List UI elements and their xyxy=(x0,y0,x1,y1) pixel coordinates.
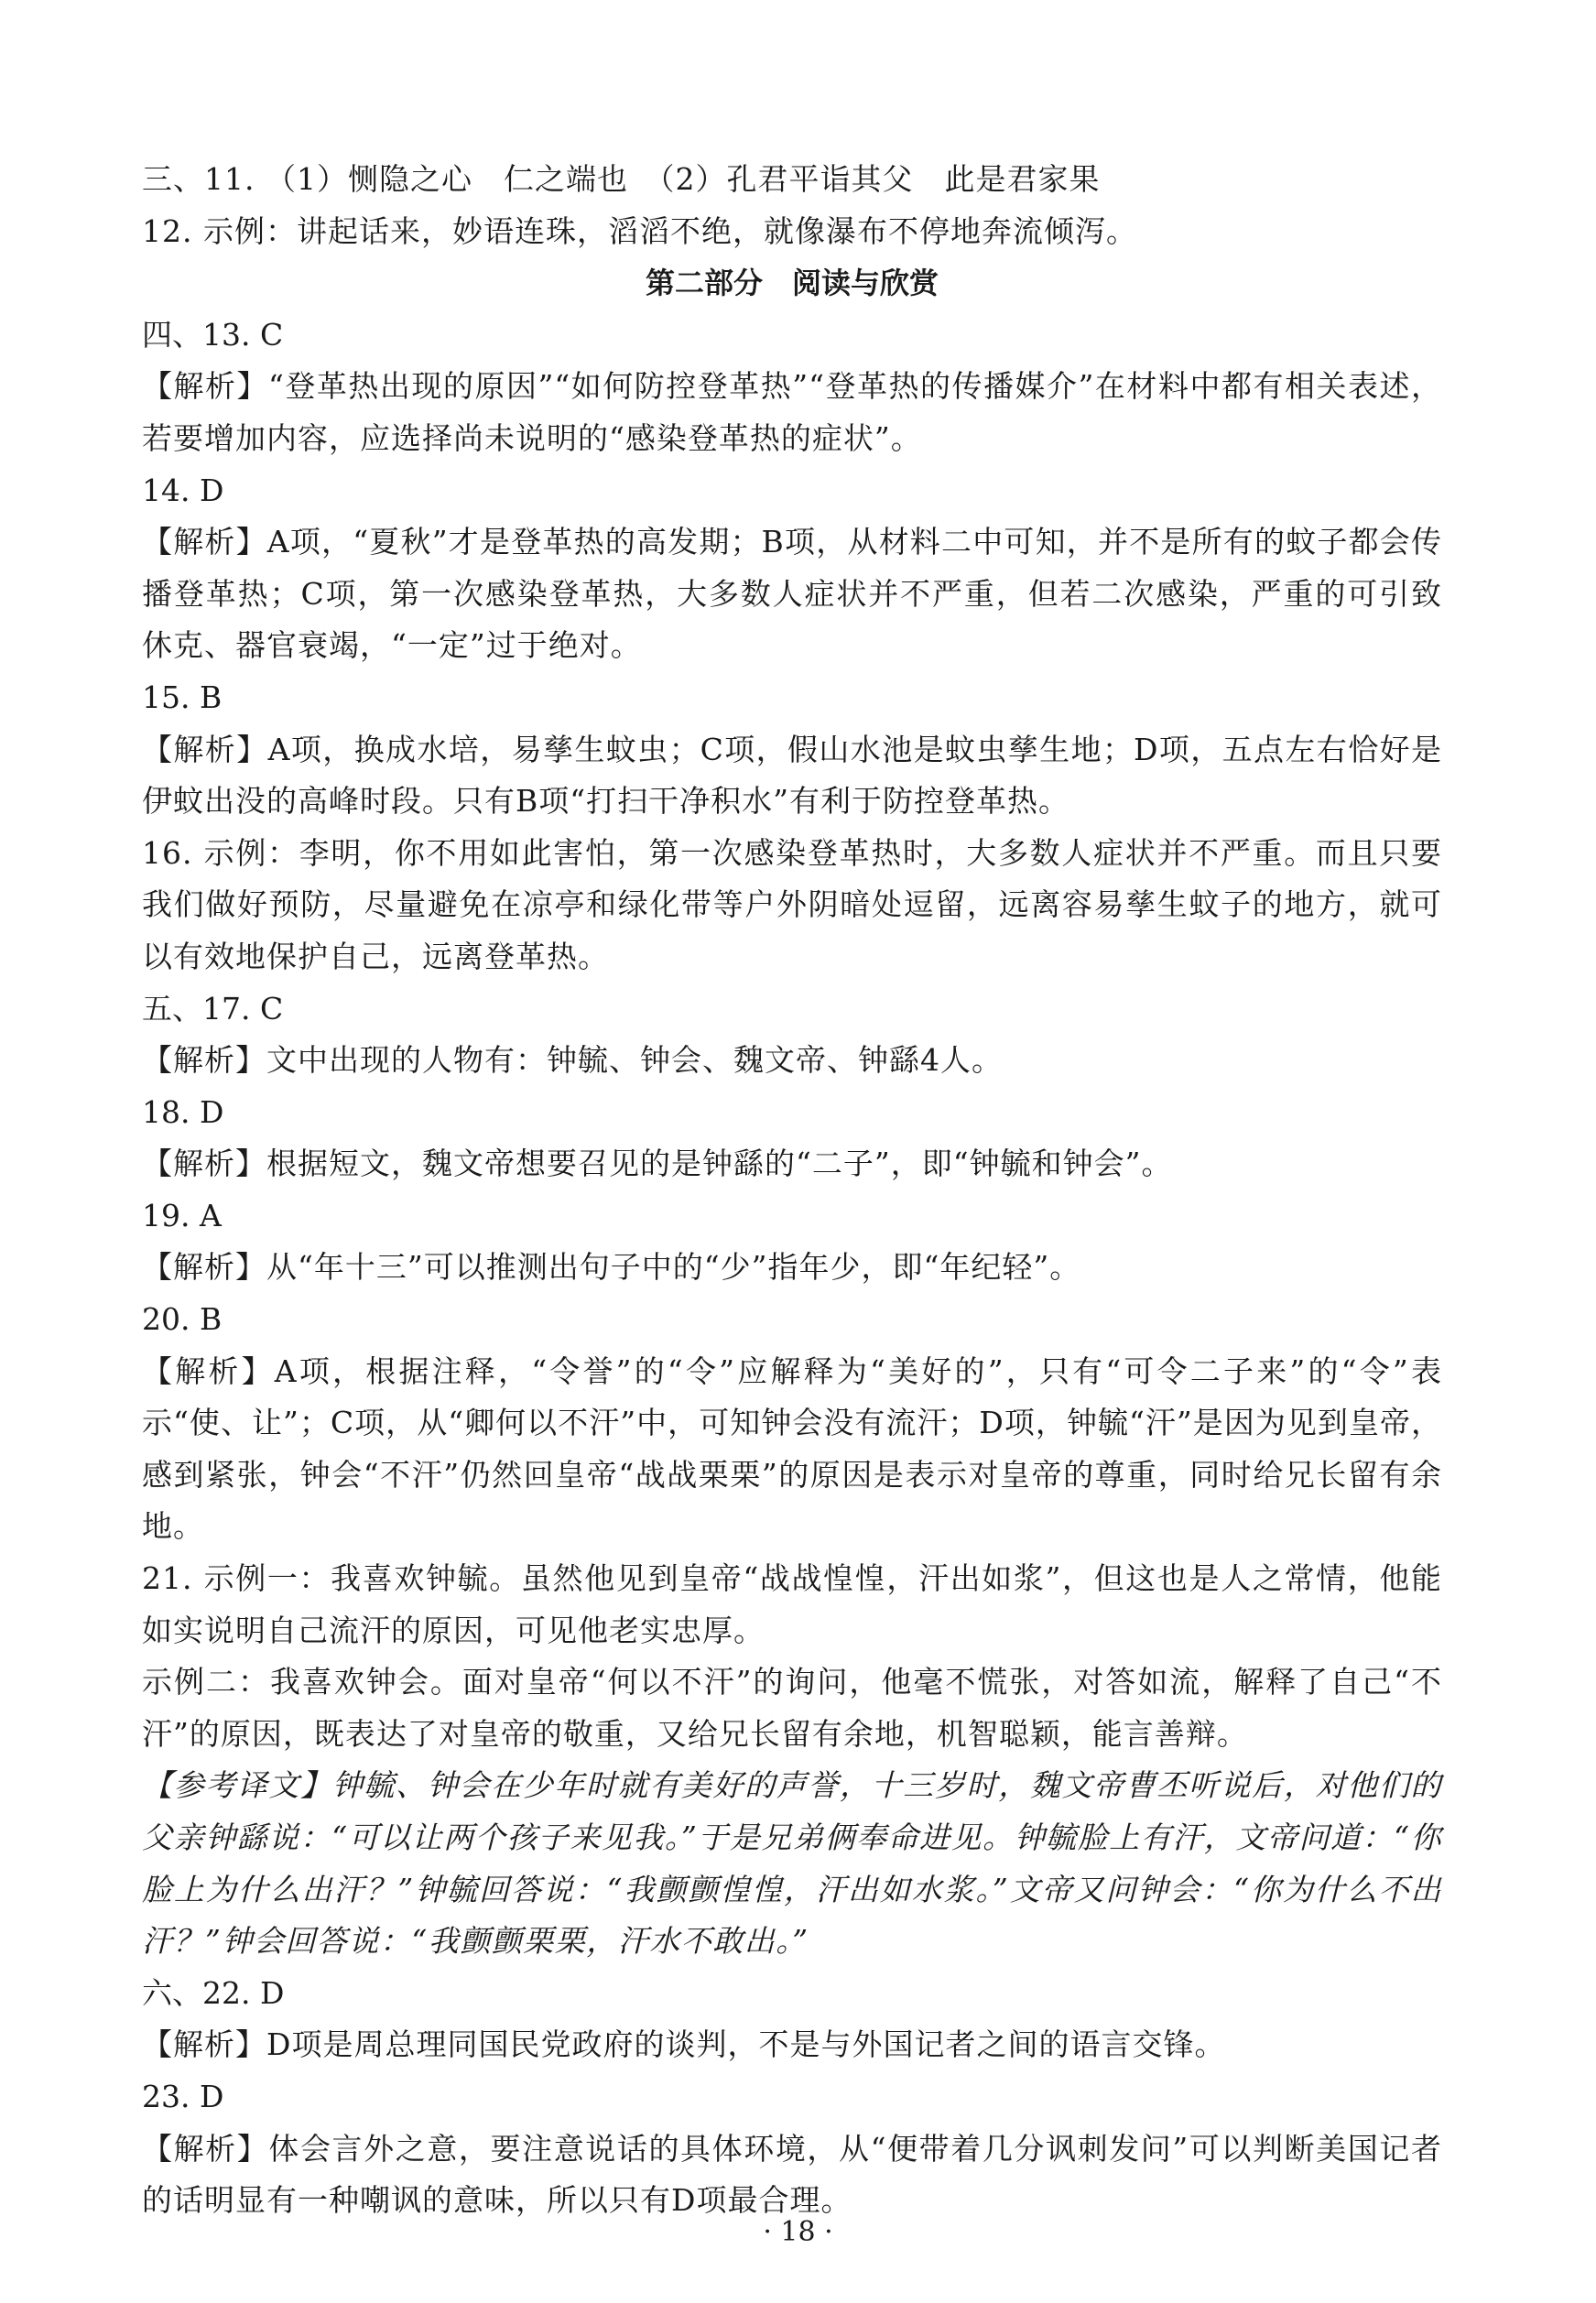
analysis-q23: 【解析】体会言外之意，要注意说话的具体环境，从“便带着几分讽刺发问”可以判断美国记者的话明显有一种嘲讽的意味，所以只有D项最合理。 xyxy=(142,2130,1442,2219)
page-number: · 18 · xyxy=(763,2216,833,2248)
answer-line-q13: 四、13. C xyxy=(142,316,284,353)
answer-line-q18: 18. D xyxy=(142,1093,224,1130)
answer-line-q23: 23. D xyxy=(142,2078,224,2114)
analysis-q13: 【解析】“登革热出现的原因”“如何防控登革热”“登革热的传播媒介”在材料中都有相关表述，若要增加内容，应选择尚未说明的“感染登革热的症状”。 xyxy=(142,368,1442,456)
analysis-q15: 【解析】A项，换成水培，易孳生蚊虫；C项，假山水池是蚊虫孳生地；D项，五点左右恰好是伊蚊出没的高峰时段。只有B项“打扫干净积水”有利于防控登革热。 xyxy=(142,731,1442,820)
answer-line-q17: 五、17. C xyxy=(142,990,284,1027)
answer-line-q12: 12. 示例：讲起话来，妙语连珠，滔滔不绝，就像瀑布不停地奔流倾泻。 xyxy=(142,212,1137,249)
answer-line-q20: 20. B xyxy=(142,1301,223,1338)
analysis-q17: 【解析】文中出现的人物有：钟毓、钟会、魏文帝、钟繇4人。 xyxy=(142,1042,1003,1079)
answer-line-q14: 14. D xyxy=(142,472,224,508)
answer-line-q16: 16. 示例：李明，你不用如此害怕，第一次感染登革热时，大多数人症状并不严重。而且只要我们做好预防，尽量避免在凉亭和绿化带等户外阴暗处逗留，远离容易孳生蚊子的地方，就可以有效地保护自己，远离登革热。 xyxy=(142,834,1442,974)
answer-line-q15: 15. B xyxy=(142,679,223,715)
analysis-q19: 【解析】从“年十三”可以推测出句子中的“少”指年少，即“年纪轻”。 xyxy=(142,1249,1081,1286)
answer-line-q22: 六、22. D xyxy=(142,1974,285,2011)
analysis-q20: 【解析】A项，根据注释，“令誉”的“令”应解释为“美好的”，只有“可令二子来”的“令”表示“使、让”；C项，从“卿何以不汗”中，可知钟会没有流汗；D项，钟毓“汗”是因为见到皇帝，感到紧张，钟会“不汗”仍然回皇帝“战战栗栗”的原因是表示对皇帝的尊重，同时给兄长留有余地。 xyxy=(142,1352,1442,1545)
analysis-q18: 【解析】根据短文，魏文帝想要召见的是钟繇的“二子”，即“钟毓和钟会”。 xyxy=(142,1146,1173,1182)
answer-content xyxy=(142,154,1442,2227)
answer-line-q21-example1: 21. 示例一：我喜欢钟毓。虽然他见到皇帝“战战惶惶，汗出如浆”，但这也是人之常情，他能如实说明自己流汗的原因，可见他老实忠厚。 xyxy=(142,1560,1442,1648)
reference-translation: 【参考译文】钟毓、钟会在少年时就有美好的声誉，十三岁时，魏文帝曹丕听说后，对他们的父亲钟繇说：“可以让两个孩子来见我。”于是兄弟俩奉命进见。钟毓脸上有汗，文帝问道：“你脸上为什么出汗？”钟毓回答说：“我颤颤惶惶，汗出如水浆。”文帝又问钟会：“你为什么不出汗？”钟会回答说：“我颤颤栗栗，汗水不敢出。” xyxy=(142,1767,1442,1960)
analysis-q22: 【解析】D项是周总理同国民党政府的谈判，不是与外国记者之间的语言交锋。 xyxy=(142,2026,1226,2063)
answer-line-q11: 三、11. （1）恻隐之心 仁之端也 （2）孔君平诣其父 此是君家果 xyxy=(142,161,1101,197)
answer-line-q19: 19. A xyxy=(142,1197,222,1233)
answer-line-q21-example2: 示例二：我喜欢钟会。面对皇帝“何以不汗”的询问，他毫不慌张，对答如流，解释了自己“不汗”的原因，既表达了对皇帝的敬重，又给兄长留有余地，机智聪颖，能言善辩。 xyxy=(142,1664,1442,1752)
analysis-q14: 【解析】A项，“夏秋”才是登革热的高发期；B项，从材料二中可知，并不是所有的蚊子都会传播登革热；C项，第一次感染登革热，大多数人症状并不严重，但若二次感染，严重的可引致休克、器官衰竭，“一定”过于绝对。 xyxy=(142,524,1442,664)
section-heading-reading: 第二部分 阅读与欣赏 xyxy=(645,266,939,301)
